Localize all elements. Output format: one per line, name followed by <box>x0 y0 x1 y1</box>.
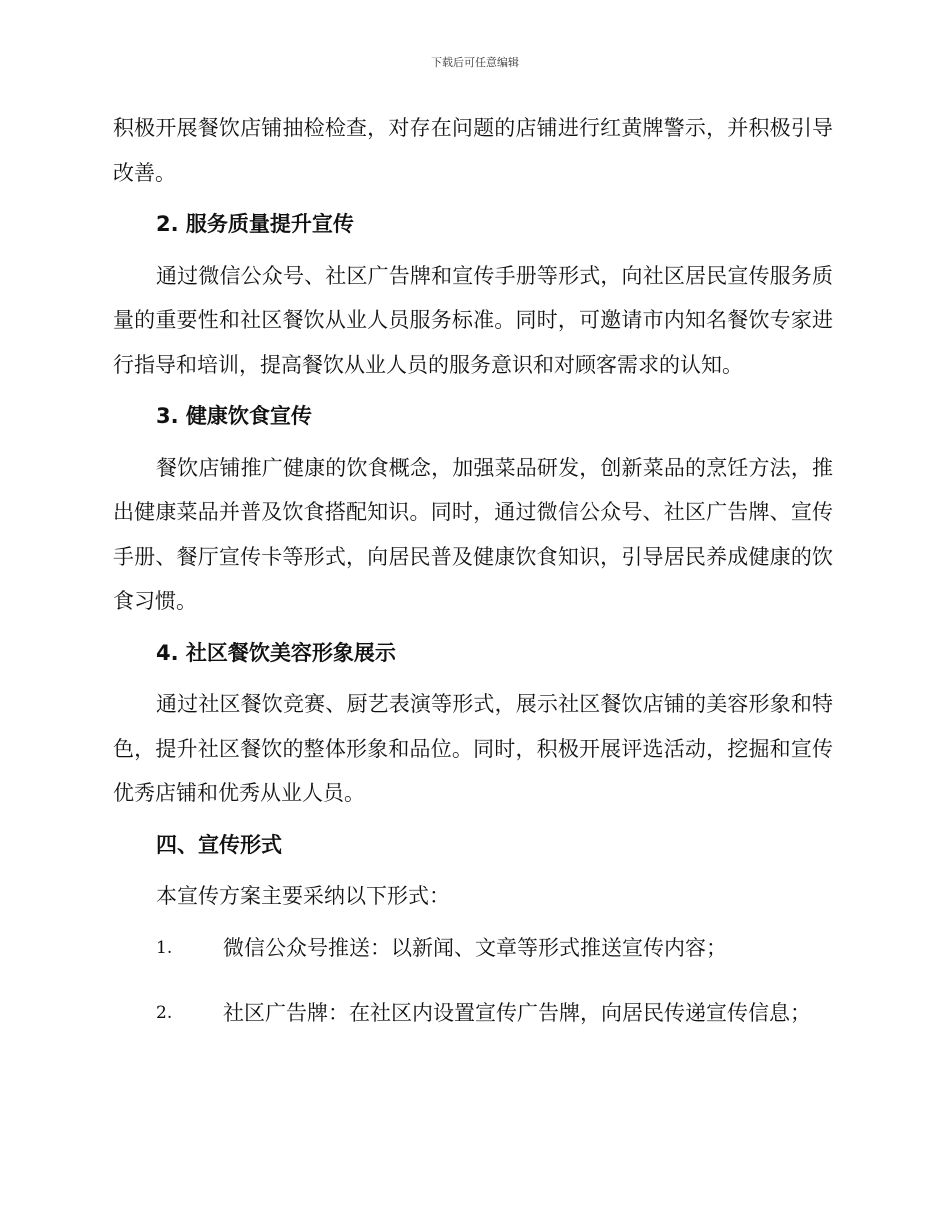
list-item <box>113 926 833 971</box>
heading-service-quality: 2. 服务质量提升宣传 <box>156 212 354 236</box>
list-item <box>113 991 833 1036</box>
document-body <box>113 106 833 1057</box>
list-number: 2. <box>156 1003 173 1023</box>
paragraph-healthy-diet: 餐饮店铺推广健康的饮食概念，加强菜品研发，创新菜品的烹饪方法，推出健康菜品并普及饮食搭配知识。同时，通过微信公众号、社区广告牌、宣传手册、餐厅宣传卡等形式，向居民普及健康饮食知识，引导居民养成健康的饮食习惯。 <box>113 455 833 613</box>
heading-image-showcase: 4. 社区餐饮美容形象展示 <box>156 640 396 665</box>
continued-paragraph: 积极开展餐饮店铺抽检检查，对存在问题的店铺进行红黄牌警示，并积极引导改善。 <box>113 116 833 185</box>
heading-healthy-diet: 3. 健康饮食宣传 <box>156 404 312 428</box>
list-text: 微信公众号推送：以新闻、文章等形式推送宣传内容； <box>223 935 727 960</box>
list-text: 社区广告牌：在社区内设置宣传广告牌，向居民传递宣传信息； <box>223 1001 811 1025</box>
paragraph-image-showcase: 通过社区餐饮竞赛、厨艺表演等形式，展示社区餐饮店铺的美容形象和特色，提升社区餐饮的整体形象和品位。同时，积极开展评选活动，挖掘和宣传优秀店铺和优秀从业人员。 <box>113 692 833 805</box>
page-header: 下载后可任意编辑 <box>431 56 519 69</box>
paragraph-service-quality: 通过微信公众号、社区广告牌和宣传手册等形式，向社区居民宣传服务质量的重要性和社区餐饮从业人员服务标准。同时，可邀请市内知名餐饮专家进行指导和培训，提高餐饮从业人员的服务意识和对顾客需求的认知。 <box>113 263 833 377</box>
section-title-promotion-forms: 四、宣传形式 <box>156 832 282 857</box>
list-number: 1. <box>156 937 173 958</box>
section-intro: 本宣传方案主要采纳以下形式： <box>156 884 450 908</box>
